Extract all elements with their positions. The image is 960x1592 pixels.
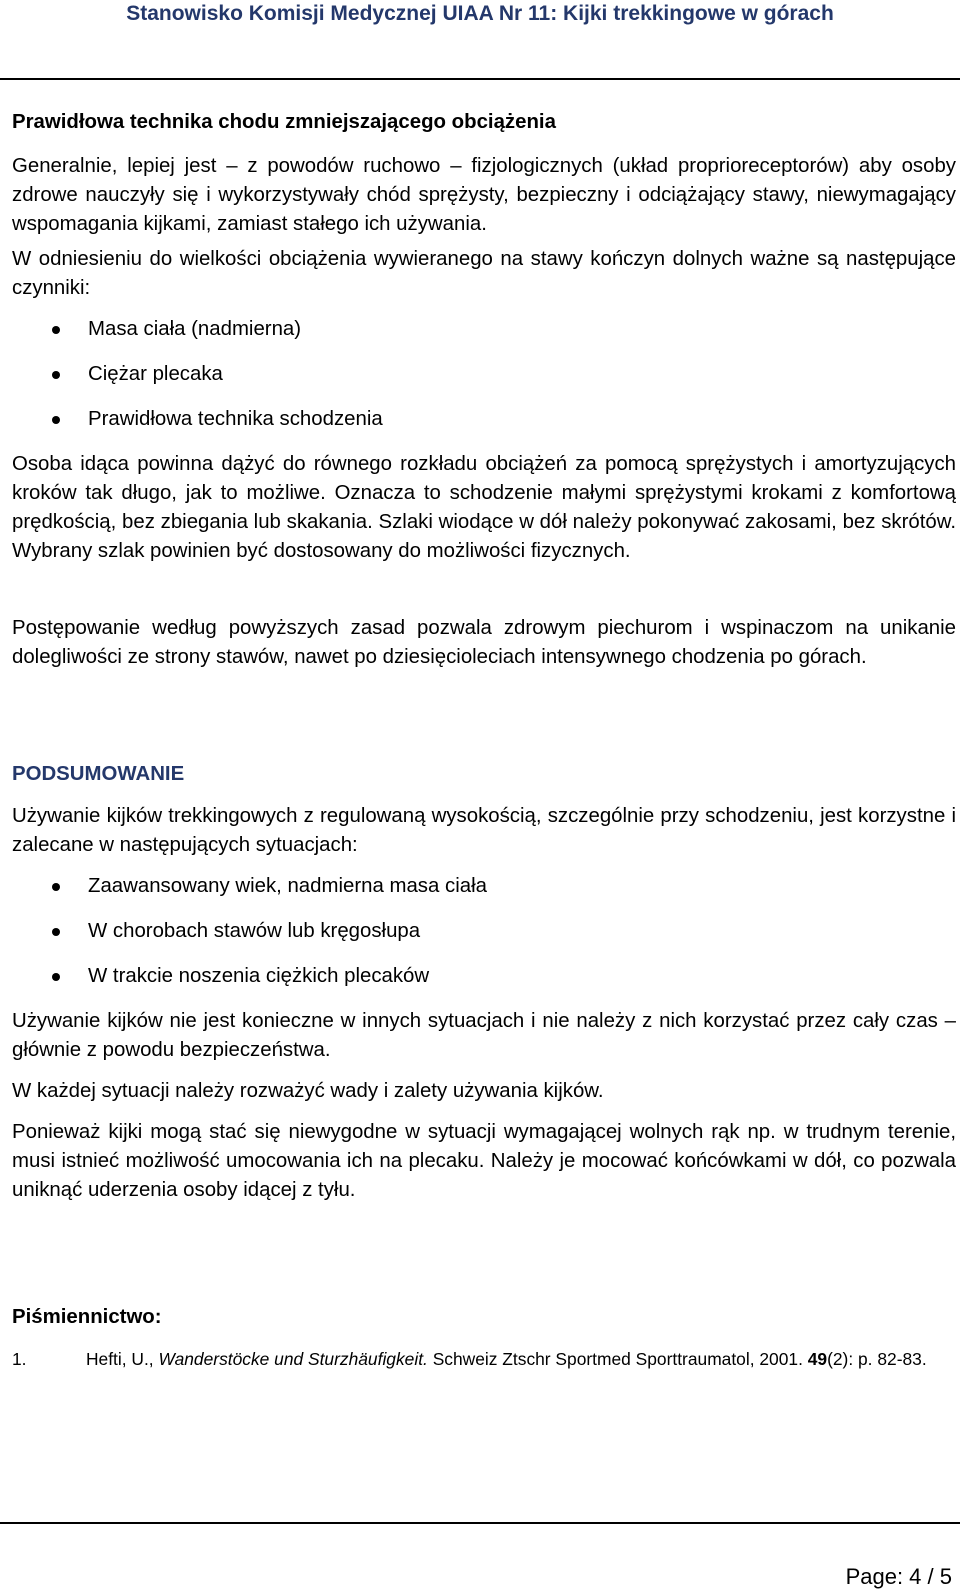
list-item: W chorobach stawów lub kręgosłupa bbox=[12, 917, 956, 962]
paragraph: Ponieważ kijki mogą stać się niewygodne w sytuacji wymagającej wolnych rąk np. w trudnym terenie, musi istnieć możliwość umocowania ich na plecaku. Należy je mocować końcówkami w dół, co pozwala uniknąć uderzenia osoby idącej z tyłu. bbox=[12, 1121, 956, 1201]
list-item: Prawidłowa technika schodzenia bbox=[12, 405, 956, 450]
reference-authors: Hefti, U., bbox=[86, 1349, 159, 1369]
reference-pages: (2): p. 82-83. bbox=[827, 1349, 927, 1369]
list-item: Zaawansowany wiek, nadmierna masa ciała bbox=[12, 872, 956, 917]
paragraph: Postępowanie według powyższych zasad pozwala zdrowym piechurom i wspinaczom na unikanie dolegliwości ze strony stawów, nawet po dziesięcioleciach intensywnego chodzenia po górach. bbox=[12, 617, 956, 668]
paragraph: Osoba idąca powinna dążyć do równego rozkładu obciążeń za pomocą sprężystych i amortyzujących kroków tak długo, jak to możliwe. Oznacza to schodzenie małymi sprężystymi krokami z komfortową prędkością, bez zbiegania lub skakania. Szlaki wiodące w dół należy pokonywać zakosami, bez skrótów. Wybrany szlak powinien być dostosowany do możliwości fizycznych. bbox=[12, 453, 956, 562]
reference-title: Wanderstöcke und Sturzhäufigkeit. bbox=[158, 1349, 428, 1369]
paragraph: W odniesieniu do wielkości obciążenia wywieranego na stawy kończyn dolnych ważne są następujące czynniki: bbox=[12, 248, 956, 299]
section-heading: Prawidłowa technika chodu zmniejszającego obciążenia bbox=[12, 111, 556, 133]
paragraph: W każdej sytuacji należy rozważyć wady i zalety używania kijków. bbox=[12, 1080, 604, 1102]
paragraph: Używanie kijków trekkingowych z regulowaną wysokością, szczególnie przy schodzeniu, jest korzystne i zalecane w następujących sytuacjach: bbox=[12, 805, 956, 856]
reference-number: 1. bbox=[12, 1349, 27, 1369]
bullet-list bbox=[12, 872, 956, 1007]
reference-journal: Schweiz Ztschr Sportmed Sporttraumatol, 2001. bbox=[427, 1349, 808, 1369]
references-heading: Piśmiennictwo: bbox=[12, 1306, 162, 1328]
summary-heading: PODSUMOWANIE bbox=[12, 763, 185, 785]
footer-divider bbox=[0, 1522, 960, 1524]
reference-item bbox=[12, 1347, 956, 1372]
page-number: Page: 4 / 5 bbox=[845, 1564, 952, 1589]
header-divider bbox=[0, 78, 960, 80]
bullet-list bbox=[12, 315, 956, 450]
list-item: Masa ciała (nadmierna) bbox=[12, 315, 956, 360]
list-item: Ciężar plecaka bbox=[12, 360, 956, 405]
paragraph: Używanie kijków nie jest konieczne w innych sytuacjach i nie należy z nich korzystać przez cały czas – głównie z powodu bezpieczeństwa. bbox=[12, 1010, 956, 1061]
page-header-title: Stanowisko Komisji Medycznej UIAA Nr 11: Kijki trekkingowe w górach bbox=[126, 2, 834, 25]
paragraph: Generalnie, lepiej jest – z powodów ruchowo – fizjologicznych (układ proprioreceptorów) aby osoby zdrowe nauczyły się i wykorzystywały chód sprężysty, bezpieczny i odciążający stawy, niewymagający wspomagania kijkami, zamiast stałego ich używania. bbox=[12, 155, 956, 235]
list-item: W trakcie noszenia ciężkich plecaków bbox=[12, 962, 956, 1007]
document-body bbox=[12, 108, 956, 1372]
reference-volume: 49 bbox=[807, 1349, 828, 1369]
